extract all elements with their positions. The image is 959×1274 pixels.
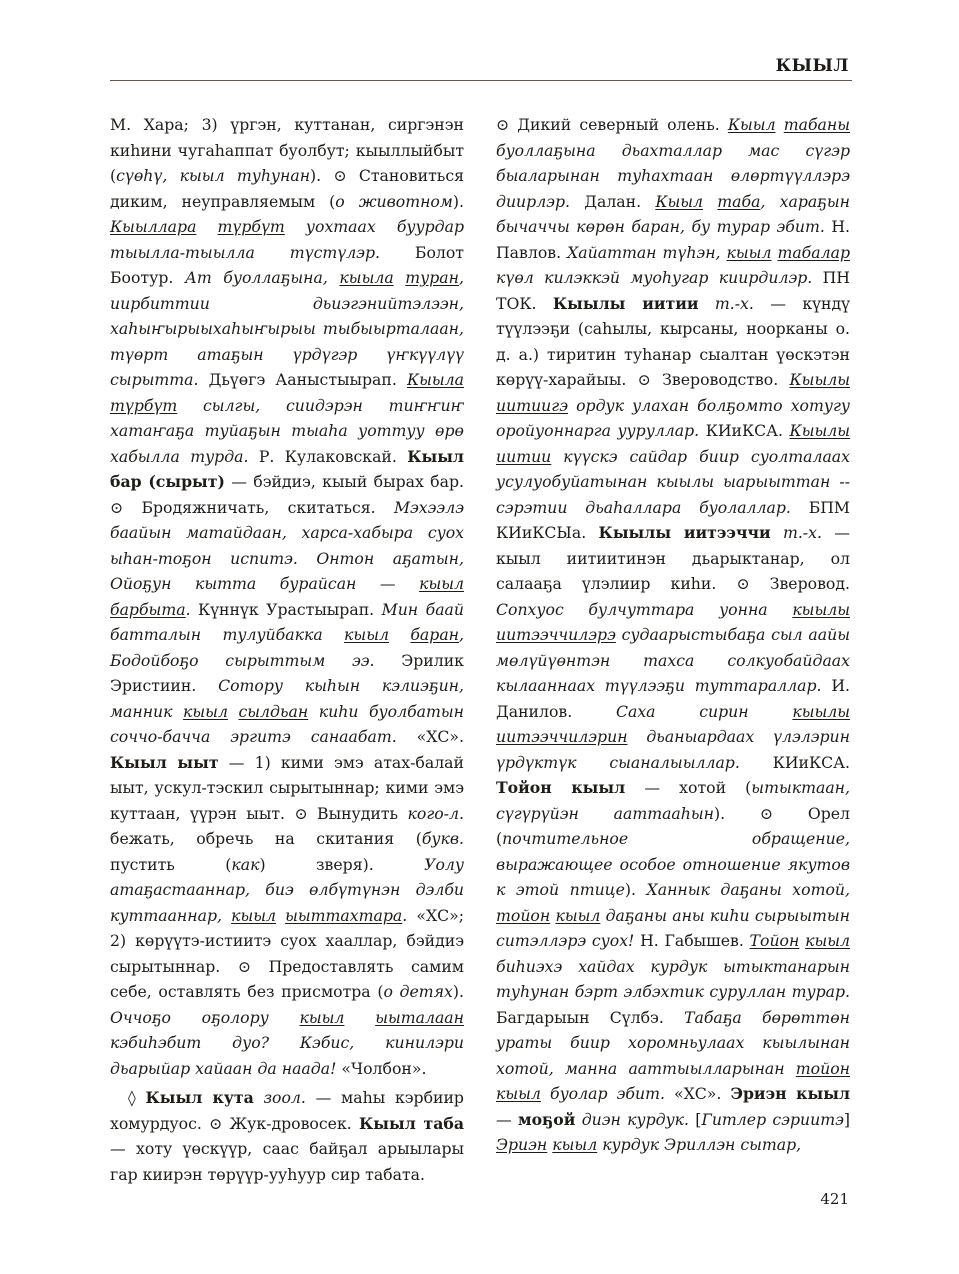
entry-text: ⊙ Дикий северный олень.: [496, 115, 728, 134]
entry-text: —: [496, 1109, 518, 1129]
example-keyword: Кыыла: [406, 370, 464, 389]
entry-text: Оччоҕо оҕолору: [110, 1007, 300, 1027]
entry-text: кэбиһэбит дуо? Кэбис, кинилэри дьарыйар хайаан да наада!: [110, 1033, 464, 1078]
headword: моҕой: [517, 1109, 576, 1129]
example-keyword: Кыылы: [789, 421, 851, 440]
entry-text: Сопхуос булчуттара уонна: [496, 599, 793, 619]
entry-text: ПН ТОК.: [496, 268, 850, 313]
entry-text: Н. Габышев.: [634, 931, 750, 950]
example-keyword: тойон: [496, 905, 551, 925]
entry-text: «ХС».: [664, 1084, 731, 1103]
example-keyword: кыыл: [299, 1007, 345, 1027]
entry-text: диэн курдук.: [581, 1109, 690, 1129]
example-keyword: кыыл: [496, 1084, 541, 1103]
example-keyword: барбыта: [110, 599, 186, 619]
entry-text: [698, 294, 714, 313]
entry-text: КИиКСА.: [699, 421, 790, 440]
entry-text: «ХС»; 2) көрүүтэ-истиитэ суох хааллар, бэйдиэ сырытыннар. ⊙ Предоставлять самим себе, оставлять без присмотра (: [110, 905, 464, 1001]
entry-text: — хотой (: [625, 778, 752, 797]
example-keyword: иитээччилэрин: [496, 727, 628, 746]
entry-text: ◊: [128, 1088, 146, 1107]
entry-text: «ХС».: [396, 727, 464, 746]
headword: Кыылы иитээччи: [598, 523, 771, 542]
example-keyword: туран: [405, 268, 459, 287]
entry-text: Дьүөгэ Ааныстыырап.: [198, 370, 407, 389]
example-keyword: табаны: [783, 115, 850, 134]
entry-text: Мин баай батталын тулуйбакка: [110, 599, 464, 644]
example-keyword: Кыыл: [655, 191, 704, 211]
entry-text: ытыктаан, сүгүрүйэн ааттааһын: [496, 778, 850, 823]
entry-text: зоол.: [263, 1088, 306, 1107]
entry-text: [771, 523, 783, 542]
example-keyword: кыылы: [792, 599, 850, 619]
entry-text: [389, 625, 410, 644]
entry-text: [228, 702, 239, 721]
entry-text: [394, 268, 406, 287]
entry-text: «Чолбон».: [336, 1058, 427, 1078]
entry-text: киһи буолбатын соччо-бачча эргитэ санаабат.: [110, 701, 464, 746]
entry-text: .: [185, 599, 191, 619]
example-keyword: Эриэн: [496, 1135, 548, 1154]
example-keyword: баран: [410, 625, 459, 644]
entry-text: бежать, обречь на скитания (: [110, 829, 422, 848]
example-keyword: иитээччилэрэ: [496, 625, 616, 644]
entry-text: биһиэхэ хайдах курдук ытыктанарын туһунан бэрт элбэхтик суруллан турар.: [496, 956, 850, 1001]
entry-text: , иирбиттии дьиэгэнийтэлээн, хаһыҥырыыхаһыҥырыы тыбыырталаан, түөрт атаҕын үрдүгэр үҥкүүлүү сырытта.: [110, 268, 464, 389]
headword: Эриэн кыыл: [730, 1084, 851, 1103]
entry-text: Хайаттан түһэн,: [567, 242, 727, 262]
running-head: КЫЫЛ: [775, 56, 849, 76]
entry-text: т.-х.: [782, 523, 822, 542]
entry-text: т.-х.: [714, 293, 754, 313]
entry-text: ). ⊙ Орел (: [496, 803, 850, 848]
entry-text: — 1) кими эмэ атах-балай ыыт, ускул-тэскил сырытыннар; кими эмэ куттаан, үүрэн ыыт. ⊙ Вынудить: [110, 752, 464, 823]
headword: Кыылы иитии: [552, 293, 699, 313]
example-keyword: кыыл: [231, 905, 276, 925]
example-keyword: кыыл: [552, 1135, 598, 1154]
entry-text: [776, 115, 784, 134]
entry-text: күөл килэккэй муоһугар киирдилэр.: [496, 268, 813, 287]
headword: Кыыл бар (сырыт): [110, 446, 464, 491]
entry-text: [344, 1008, 375, 1027]
entry-text: [: [689, 1109, 702, 1129]
entry-text: — хоту үөскүүр, саас байҕал арыылары гар киирэн төрүүр-ууһуур сир табата.: [110, 1139, 464, 1184]
dictionary-paragraph: [110, 1085, 464, 1187]
headword: Кыыл кута: [145, 1088, 254, 1107]
entry-text: курдук Эриллэн сытар,: [597, 1135, 802, 1154]
example-keyword: кыыл: [183, 701, 228, 721]
entry-text: ордук улахан болҕомто хотугу оройуоннарга ууруллар.: [496, 395, 850, 440]
entry-text: буолар эбит.: [540, 1084, 665, 1103]
entry-text: Н. Павлов.: [496, 217, 850, 262]
example-keyword: табалар: [777, 242, 850, 262]
entry-text: — бэйдиэ, кыый бырах бар. ⊙ Бродяжничать, скитаться.: [110, 472, 464, 517]
entry-text: Мэхээлэ баайын матайдаан, харса-хабыра суох ыһан-тоҕон испитэ. Онтон аҕатын, Ойоҕун кытта бурайсан —: [110, 497, 464, 593]
entry-text: [703, 192, 717, 211]
entry-text: ).: [624, 880, 647, 899]
example-keyword: кыыл: [344, 625, 389, 644]
entry-text: о животном: [335, 191, 453, 211]
example-keyword: таба: [717, 191, 761, 211]
example-keyword: сылдьан: [238, 701, 309, 721]
entry-text: И. Данилов.: [496, 676, 850, 721]
example-keyword: иитии: [496, 446, 552, 466]
entry-text: күүскэ сайдар биир суолталаах усулуобуйатынан кыылы ыарыыттан -- сэрэтии дьаһаллара буолаллар.: [496, 446, 850, 517]
entry-text: — кыыл иитиитинэн дьарыктанар, ол салааҕа үлэлиир киһи. ⊙ Зверовод.: [496, 523, 850, 593]
headword: Кыыл ыыт: [110, 752, 219, 772]
entry-text: букв.: [421, 829, 464, 848]
headword: Кыыл таба: [358, 1113, 464, 1133]
entry-text: Багдарыын Сүлбэ.: [496, 1007, 685, 1027]
entry-text: ).: [452, 191, 464, 211]
example-keyword: кыыл: [419, 574, 464, 593]
entry-text: ). ⊙ Становиться диким, неуправляемым (: [110, 166, 464, 211]
entry-text: Табаҕа бөрөттөн ураты биир хоромньулаах кыылынан хотой, манна ааттыылларынан: [496, 1007, 850, 1078]
headword: Тойон кыыл: [496, 778, 626, 797]
entry-text: Р. Кулаковскай.: [248, 446, 408, 466]
entry-text: пустить (: [110, 854, 232, 874]
entry-text: даҕаны аны киһи сырыытын ситэллэрэ суох!: [496, 905, 850, 950]
entry-text: Ат буоллаҕына,: [184, 268, 340, 287]
example-keyword: тойон: [795, 1058, 850, 1078]
example-keyword: ыыттахтара: [285, 905, 403, 925]
entry-text: Уолу атаҕастааннар, биэ өлбүтүнэн дэлби куттааннар,: [110, 854, 465, 925]
entry-text: [196, 217, 217, 236]
entry-text: Болот Боотур.: [110, 242, 464, 287]
entry-text: — күндү түүлээҕи (саһылы, кырсаны, ноорканы о. д. а.) тиритин туһанар сыалтан үөскэтэн көрүү-харайыы. ⊙ Звероводство.: [496, 293, 850, 389]
entry-text: ]: [843, 1109, 850, 1129]
dictionary-paragraph: [110, 112, 464, 1081]
entry-text: КИиКСА.: [739, 752, 851, 772]
entry-text: БПМ КИиКСЫа.: [496, 497, 850, 542]
entry-text: , хараҕын бычаччы көрөн баран, бу турар эбит.: [496, 191, 850, 236]
entry-text: о детях: [383, 982, 453, 1001]
right-column: [496, 112, 850, 1158]
example-keyword: кыыл: [805, 931, 850, 950]
example-keyword: Кыыллара: [110, 217, 197, 236]
entry-text: почтительное обращение, выражающее особое отношение якутов к этой птице: [496, 829, 850, 899]
entry-text: судаарыстыбаҕа сыл аайы мөлүйүөнтэн тахса солкуобайдаах кылааннаах түүлээҕи туттараллар.: [496, 625, 850, 695]
example-keyword: Кыыл: [727, 115, 776, 134]
entry-text: Далан.: [570, 191, 656, 211]
example-keyword: Кыылы: [789, 370, 850, 389]
example-keyword: түрбүт: [217, 217, 285, 236]
entry-text: — маһы кэрбиир хомурдуос. ⊙ Жук-дровосек.: [110, 1088, 464, 1133]
dictionary-paragraph: [496, 112, 850, 1158]
entry-text: М. Хара; 3) үргэн, куттанан, сиргэнэн киһини чугаһаппат буолбут; кыыллыйбыт (: [110, 115, 464, 185]
entry-text: Гитлер сэриитэ: [701, 1109, 844, 1129]
example-keyword: ыыталаан: [375, 1007, 464, 1027]
entry-text: ) зверя).: [259, 854, 425, 874]
page-number: 421: [820, 1190, 849, 1208]
example-keyword: кыыл: [726, 242, 772, 262]
entry-text: буоллаҕына дьахталлар мас сүгэр быаларынан туһахтаан өлөртүүллэрэ диирлэр.: [496, 140, 850, 211]
example-keyword: кыылы: [792, 701, 851, 721]
entry-text: Ханнык даҕаны хотой,: [646, 880, 850, 899]
entry-text: кого-л.: [407, 803, 464, 823]
entry-text: сүөһү, кыыл туһунан: [116, 166, 311, 185]
left-column: [110, 112, 464, 1187]
entry-text: .: [402, 905, 408, 925]
entry-text: как: [231, 854, 260, 874]
example-keyword: түрбүт: [110, 395, 178, 415]
example-keyword: кыыл: [555, 905, 601, 925]
example-keyword: иитиигэ: [496, 395, 569, 415]
entry-text: Саха сирин: [615, 701, 793, 721]
entry-text: , Бодойбоҕо сырыттым ээ.: [110, 625, 464, 670]
entry-text: уохтаах буурдар тыылла-тыылла түстүлэр.: [110, 217, 464, 262]
entry-text: Сотору кыһын кэлиэҕин, манник: [110, 676, 464, 721]
header-rule: [110, 80, 852, 81]
entry-text: дьаныардаах үлэлэрин үрдүктүк сыаналыыллар.: [496, 727, 850, 772]
entry-text: ).: [452, 982, 464, 1001]
entry-text: Күннүк Урастыырап.: [190, 599, 382, 619]
entry-text: сылгы, сиидэрэн тиҥҥиҥ хатаҥаҕа туйаҕын тыаһа уоттуу өрө хабылла турда.: [110, 395, 464, 466]
example-keyword: кыыла: [339, 268, 394, 287]
entry-text: Эрилик Эристиин.: [110, 650, 464, 695]
example-keyword: Тойон: [749, 931, 800, 950]
entry-text: [276, 906, 285, 925]
